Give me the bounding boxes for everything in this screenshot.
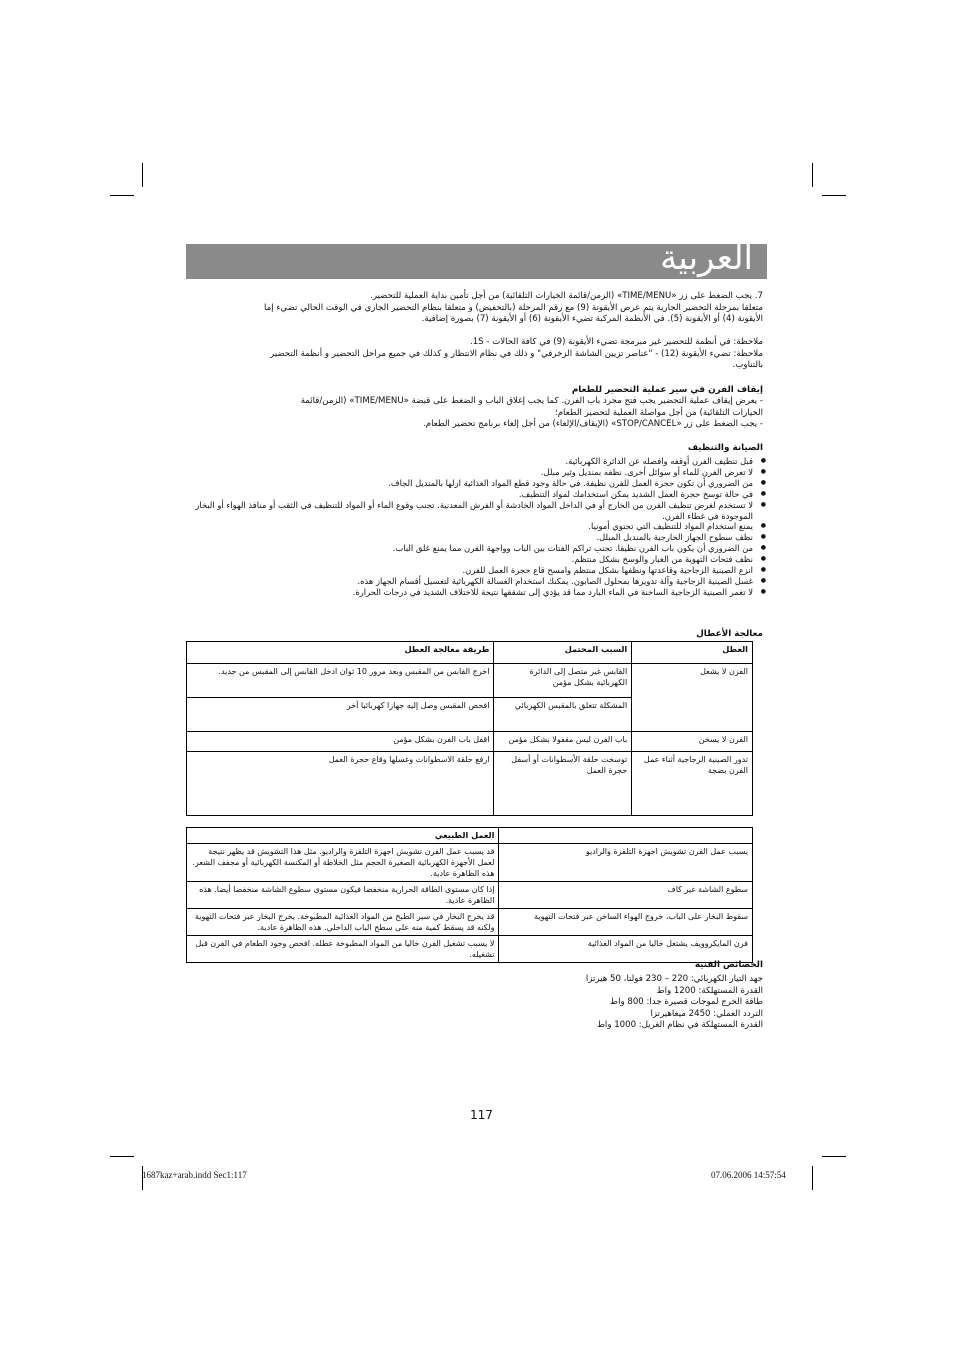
table-row bbox=[187, 752, 753, 816]
notes bbox=[186, 337, 767, 372]
crop-mark bbox=[822, 1156, 846, 1157]
spec-line: التردد العملي: 2450 ميغاهيرتزا bbox=[650, 1008, 763, 1019]
cause-cell: توسخت حلقة الأسطوانات أو أسفل حجرة العمل bbox=[494, 752, 632, 816]
remedy-cell: اخرج القابس من المقبس وبعد مرور 10 ثوان ادخل القابس إلى المقبس من جديد. bbox=[187, 664, 494, 698]
table-corner bbox=[499, 828, 753, 844]
list-item: ● نظف سطوح الجهاز الخارجية بالمنديل المبلل. bbox=[186, 532, 753, 543]
section-heading: معالجة الأعطال bbox=[696, 629, 763, 639]
crop-mark bbox=[812, 163, 813, 187]
step-7 bbox=[186, 291, 767, 326]
list-item: ● يمنع استخدام المواد للتنظيف التي تحتوي أمونيا. bbox=[186, 521, 753, 532]
cause-cell: المشكلة تتعلق بالمقبس الكهربائي bbox=[494, 698, 632, 732]
stop-line: - يعرض إيقاف عملية التحضير يجب فتح مجرد باب الفرن. كما يجب إغلاق الباب و الضغط على قبضة «TIME/MENU» (الزمن/قائمة bbox=[300, 396, 763, 406]
explanation-cell: قد يخرج البخار في سير الطبخ من المواد الغذائية المطبوخة. يخرج البخار عبر فتحات التهوية ولكنه قد يسقط كمية منه على سطح الباب الداخلي. هذه الظاهرة عادية. bbox=[187, 909, 499, 936]
table-row bbox=[187, 664, 753, 698]
page-number: 117 bbox=[470, 1108, 493, 1122]
cause-cell: القابس غير متصل إلى الدائرة الكهربائية بشكل مؤمن bbox=[494, 664, 632, 698]
stop-line: - يجب الضغط على زر «STOP/CANCEL» (الإيقاف/الإلغاء) من أجل إلغاء برنامج تحضير الطعام. bbox=[423, 419, 763, 429]
symptom-cell: سطوع الشاشة غير كاف bbox=[499, 882, 753, 909]
note-line: ملاحظة: في أنظمة للتحضير غير مبرمجة تضيء الأيقونة (9) في كافة الحالات - 1S. bbox=[469, 337, 763, 347]
stop-line: الخيارات التلقائية) من أجل مواصلة العملية لتحضير الطعام؛ bbox=[555, 407, 763, 418]
specs-section bbox=[186, 959, 767, 1032]
list-item: ● لا تستخدم لغرض تنظيف الفرن من الخارج أو في الداخل المواد الخادشة أو الفرش المعدنية. تجنب وقوع الماء أو المواد للتنظيف في الثقب أو منافذ الهواء أو البخار الموجودة في غطاء الفرن. bbox=[186, 500, 753, 522]
list-item: ● من الضروري أن يكون باب الفرن نظيفا. تجنب تراكم الفتات بين الباب وواجهة الفرن مما يمنع غلق الباب. bbox=[186, 543, 753, 554]
crop-mark bbox=[110, 1156, 134, 1157]
section-heading: الخصائص الفنية bbox=[694, 960, 763, 970]
list-item: ● من الضروري أن تكون حجرة العمل للفرن نظيفة. في حالة وجود قطع المواد الغذائية ازلها بالمنديل الجاف. bbox=[186, 478, 753, 489]
spec-line: القدرة المستهلكة: 1200 واط bbox=[656, 985, 763, 996]
title-banner bbox=[186, 238, 767, 279]
table-row bbox=[187, 732, 753, 752]
explanation-cell: قد يسبب عمل الفرن تشويش اجهزة التلفزة والراديو. مثل هذا التشويش قد يظهر نتيجة لعمل الأجهزة الكهربائية الصغيرة الحجم مثل الخلاطة أو المكنسة الكهربائية أو مجفف الشعر. هذه الظاهرة عادية. bbox=[187, 844, 499, 882]
table-row bbox=[187, 909, 753, 936]
column-header: العمل الطبيعي bbox=[187, 828, 499, 844]
crop-mark bbox=[812, 1166, 813, 1190]
list-item: ● لا تغمر الصينية الزجاجية الساخنة في الماء البارد مما قد يؤدي إلى تشققها نتيجة للاختلاف الشديد في درجات الحرارة. bbox=[186, 587, 753, 598]
spec-line: جهد التيار الكهربائي: 220 – 230 فولتا، 50 هيرتزا bbox=[585, 974, 763, 984]
column-header: طريقة معالجة العطل bbox=[187, 642, 494, 664]
table-row bbox=[187, 882, 753, 909]
crop-mark bbox=[822, 195, 846, 196]
section-heading: الصيانة والتنظيف bbox=[687, 443, 763, 453]
troubleshooting-heading bbox=[186, 628, 767, 640]
spec-line: طاقة الخرج لموجات قصيرة جدا: 800 واط bbox=[610, 997, 763, 1007]
symptom-cell: سقوط البخار على الباب، خروج الهواء الساخن عبر فتحات التهوية bbox=[499, 909, 753, 936]
fault-cell: الفرن لا يسخن bbox=[632, 732, 753, 752]
note-line: بالتناوب. bbox=[732, 360, 763, 370]
stop-section bbox=[186, 384, 767, 431]
step-line: الأيقونة (4) أو الأيقونة (5). في الأنظمة المركبة تضيء الأيقونة (6) أو الأيقونة (7) بصورة إضافية. bbox=[421, 314, 763, 324]
note-line: ملاحظة: تضيء الأيقونة (12) - "عناصر تزيين الشاشة الزخرفي" و ذلك في نظام الانتظار و كذلك في جميع مراحل التحضير و أنظمة التحضير bbox=[270, 348, 763, 359]
list-item: ● قبل تنظيف الفرن أوقفه وافصله عن الدائرة الكهربائية. bbox=[186, 456, 753, 467]
explanation-cell: لا يسبب تشغيل الفرن خاليا من المواد المطبوخة عطله. افحص وجود الطعام في الفرن قبل تشغيله. bbox=[187, 936, 499, 963]
list-item: ● نظف فتحات التهوية من الغبار والوسخ بشكل منتظم. bbox=[186, 554, 753, 565]
maintenance-list bbox=[186, 456, 767, 598]
list-item: ● لا تعرض الفرن للماء أو سوائل أخرى. نظفه بمنديل وثير مبلل. bbox=[186, 467, 753, 478]
list-item: ● غسل الصينية الزجاجية وآلة تدويرها بمحلول الصابون. يمكنك استخدام الغسالة الكهربائية لتغسيل أقسام الجهاز هذه. bbox=[186, 576, 753, 587]
column-header: العطل bbox=[632, 642, 753, 664]
step-line: متعلقا بمرحلة التحضير الجارية يتم عرض الأيقونة (9) مع رقم المرحلة (بالتخفيض) و متعلقا بنظام التحضير الجاري في الوقت الحالي تضيء إما bbox=[264, 302, 763, 313]
list-item: ● انزع الصينية الزجاجية وقاعدتها ونظفها بشكل منتظم وامسح قاع حجرة العمل للفرن. bbox=[186, 565, 753, 576]
page-title: العربية bbox=[660, 238, 753, 278]
symptom-cell: يسبب عمل الفرن تشويش اجهزة التلفزة والراديو bbox=[499, 844, 753, 882]
troubleshooting-table bbox=[186, 641, 753, 816]
fault-cell: تدور الصينية الزجاجية أثناء عمل الفرن بضجة bbox=[632, 752, 753, 816]
fault-cell: الفرن لا يشعل bbox=[632, 664, 753, 732]
remedy-cell: اقفل باب الفرن بشكل مؤمن bbox=[187, 732, 494, 752]
crop-mark bbox=[142, 163, 143, 187]
footer-file: 1687kaz+arab.indd Sec1:117 bbox=[142, 1170, 247, 1180]
table-row bbox=[187, 844, 753, 882]
section-heading: إيقاف الفرن في سير عملية التحضير للطعام bbox=[571, 385, 763, 395]
list-item: ● في حالة توسخ حجرة العمل الشديد يمكن استخدامك لمواد التنظيف. bbox=[186, 489, 753, 500]
spec-line: القدرة المستهلكة في نظام الغريل: 1000 واط bbox=[596, 1020, 763, 1030]
symptom-cell: فرن المايكروويف يشتغل خاليا من المواد الغذائية bbox=[499, 936, 753, 963]
normal-operation-table bbox=[186, 827, 753, 963]
explanation-cell: إذا كان مستوى الطاقة الحرارية منخفضا فيكون مستوى سطوع الشاشة منخفضا أيضا. هذه الظاهرة عادية. bbox=[187, 882, 499, 909]
step-line: 7. يجب الضغط على زر «TIME/MENU» (الزمن/قائمة الخيارات التلقائية) من أجل تأمين بداية العملية للتحضير. bbox=[370, 291, 763, 301]
cause-cell: باب الفرن ليس مقفولا بشكل مؤمن bbox=[494, 732, 632, 752]
maintenance-section bbox=[186, 442, 767, 598]
remedy-cell: افحص المقبس وصل إليه جهازا كهربائيا آخر bbox=[187, 698, 494, 732]
remedy-cell: ارفع حلقة الاسطوانات وغسلها وقاع حجرة العمل bbox=[187, 752, 494, 816]
crop-mark bbox=[110, 195, 134, 196]
footer-date: 07.06.2006 14:57:54 bbox=[711, 1170, 786, 1180]
column-header: السبب المحتمل bbox=[494, 642, 632, 664]
